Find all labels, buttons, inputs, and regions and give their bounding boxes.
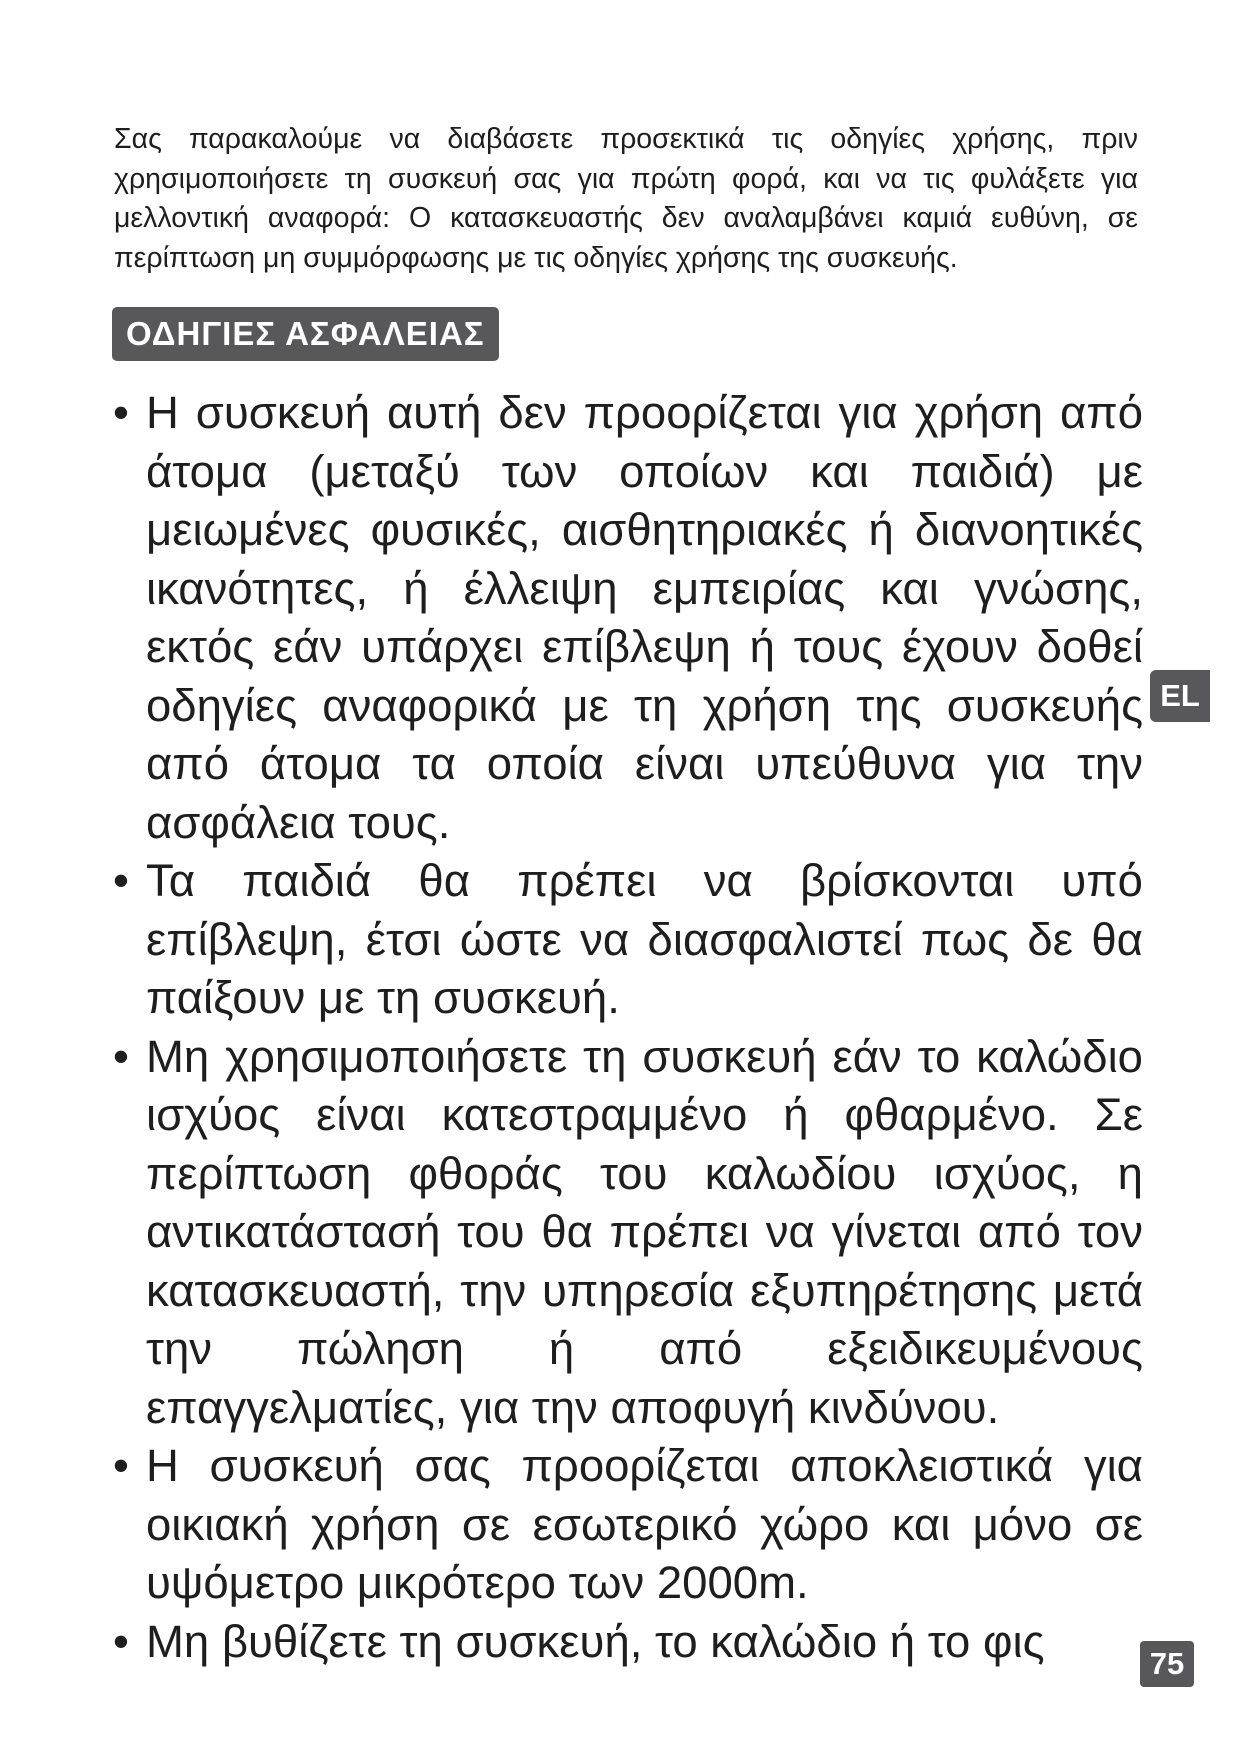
- bullet-icon: •: [113, 1440, 129, 1491]
- list-item-text: Η συσκευή αυτή δεν προορίζεται για χρήση από άτομα (μεταξύ των οποίων και παιδιά) με μειωμένες φυσικές, αισθητηριακές ή διανοητικές ικανότητες, ή έλλειψη εμπειρίας και γνώσης, εκτός εάν υπάρχει επίβλεψη ή τους έχουν δοθεί οδηγίες αναφορικά με τη χρήση της συσκευής από άτομα τα οποία είναι υπεύθυνα για την ασφάλεια τους.: [146, 387, 1143, 848]
- section-title-safety-instructions: ΟΔΗΓΙΕΣ ΑΣΦΑΛΕΙΑΣ: [112, 307, 499, 361]
- bullet-icon: •: [113, 387, 129, 438]
- list-item: [113, 1613, 1143, 1672]
- list-item: [113, 1028, 1143, 1438]
- list-item: [113, 1437, 1143, 1613]
- bullet-icon: •: [113, 1615, 129, 1667]
- list-item: [113, 384, 1143, 852]
- list-item-text: Η συσκευή σας προορίζεται αποκλειστικά για οικιακή χρήση σε εσωτερικό χώρο και μόνο σε υψόμετρο μικρότερο των 2000m.: [146, 1440, 1143, 1608]
- list-item: [113, 852, 1143, 1028]
- list-item-text: Μη βυθίζετε τη συσκευή, το καλώδιο ή το φις: [146, 1615, 1045, 1667]
- bullet-icon: •: [113, 855, 129, 906]
- list-item-text: Τα παιδιά θα πρέπει να βρίσκονται υπό επίβλεψη, έτσι ώστε να διασφαλιστεί πως δε θα παίξουν με τη συσκευή.: [146, 855, 1143, 1023]
- page-number: 75: [1140, 1641, 1194, 1687]
- list-item-text: Μη χρησιμοποιήσετε τη συσκευή εάν το καλώδιο ισχύος είναι κατεστραμμένο ή φθαρμένο. Σε περίπτωση φθοράς του καλωδίου ισχύος, η αντικατάστασή του θα πρέπει να γίνεται από τον κατασκευαστή, την υπηρεσία εξυπηρέτησης μετά την πώληση ή από εξειδικευμένους επαγγελματίες, για την αποφυγή κινδύνου.: [146, 1030, 1143, 1433]
- safety-instructions-list: [113, 384, 1143, 1671]
- language-tab: EL: [1150, 670, 1210, 722]
- intro-paragraph: Σας παρακαλούμε να διαβάσετε προσεκτικά τις οδηγίες χρήσης, πριν χρησιμοποιήσετε τη συσκευή σας για πρώτη φορά, και να τις φυλάξετε για μελλοντική αναφορά: Ο κατασκευαστής δεν αναλαμβάνει καμιά ευθύνη, σε περίπτωση μη συμμόρφωσης με τις οδηγίες χρήσης της συσκευής.: [114, 123, 1138, 274]
- bullet-icon: •: [113, 1030, 129, 1082]
